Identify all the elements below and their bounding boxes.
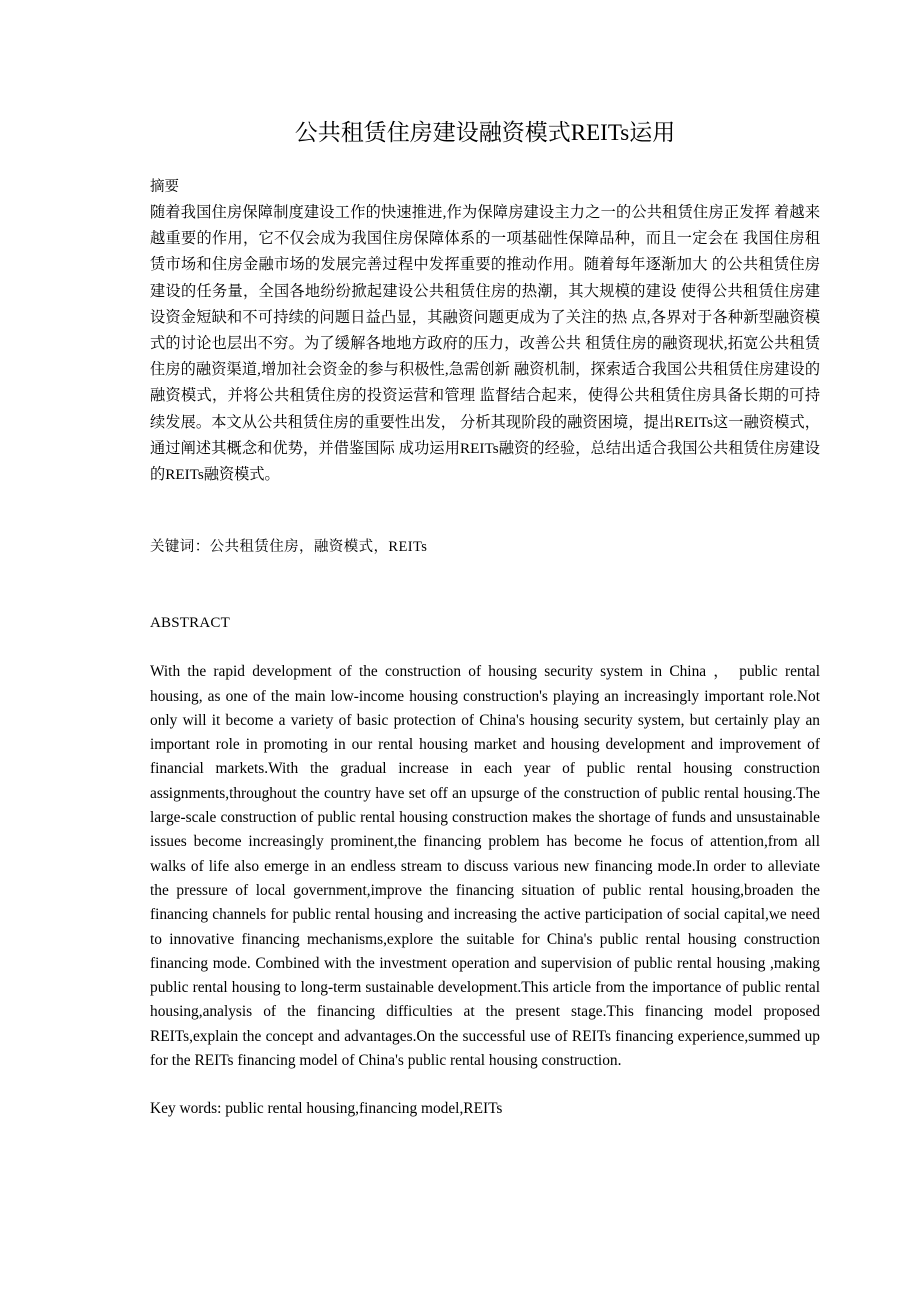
english-keywords: Key words: public rental housing,financing model,REITs [150, 1100, 503, 1118]
chinese-abstract-body: 随着我国住房保障制度建设工作的快速推进,作为保障房建设主力之一的公共租赁住房正发挥 着越来越重要的作用，它不仅会成为我国住房保障体系的一项基础性保障品种，而且一定会在 我国住房租赁市场和住房金融市场的发展完善过程中发挥重要的推动作用。随着每年逐渐加大 的公共租赁住房建设的任务量，全国各地纷纷掀起建设公共租赁住房的热潮，其大规模的建设 使得公共租赁住房建设资金短缺和不可持续的问题日益凸显，其融资问题更成为了关注的热 点,各界对于各种新型融资模式的讨论也层出不穷。为了缓解各地地方政府的压力，改善公共 租赁住房的融资现状,拓宽公共租赁住房的融资渠道,增加社会资金的参与积极性,急需创新 融资机制，探索适合我国公共租赁住房建设的融资模式，并将公共租赁住房的投资运营和管理 监督结合起来，使得公共租赁住房具备长期的可持续发展。本文从公共租赁住房的重要性出发， 分析其现阶段的融资困境，提出REITs这一融资模式，通过阐述其概念和优势，并借鉴国际 成功运用REITs融资的经验，总结出适合我国公共租赁住房建设的REITs融资模式。 [150, 204, 821, 484]
page-content-column [150, 0, 820, 1122]
english-abstract-body: With the rapid development of the construction of housing security system in China ， public rental housing, as one of the main low-income housing construction's playing an increasingly important role.Not only will it become a variety of basic protection of China's housing security system, but certainly play an important role in promoting in our rental housing market and housing development and improvement of financial markets.With the gradual increase in each year of public rental housing construction assignments,throughout the country have set off an upsurge of the construction of public rental housing.The large-scale construction of public rental housing construction makes the shortage of funds and unsustainable issues become increasingly prominent,the financing problem has become he focus of attention,from all walks of life also emerge in an endless stream to discuss various new financing mode.In order to alleviate the pressure of local government,improve the financing situation of public rental housing,broaden the financing channels for public rental housing and increasing the active participation of social capital,we need to innovative financing mechanisms,explore the suitable for China's public rental housing construction financing mode. Combined with the investment operation and supervision of public rental housing ,making public rental housing to long-term sustainable development.This article from the importance of public rental housing,analysis of the financing difficulties at the present stage.This financing model proposed REITs,explain the concept and advantages.On the successful use of REITs financing experience,summed up for the REITs financing model of China's public rental housing construction. [150, 663, 820, 1069]
english-abstract-heading: ABSTRACT [150, 615, 230, 632]
chinese-keywords: 关键词：公共租赁住房，融资模式，REITs [150, 539, 428, 556]
chinese-abstract-heading: 摘要 [150, 179, 179, 195]
page-title: 公共租赁住房建设融资模式REITs运用 [294, 120, 676, 145]
chinese-abstract-section [150, 174, 820, 488]
